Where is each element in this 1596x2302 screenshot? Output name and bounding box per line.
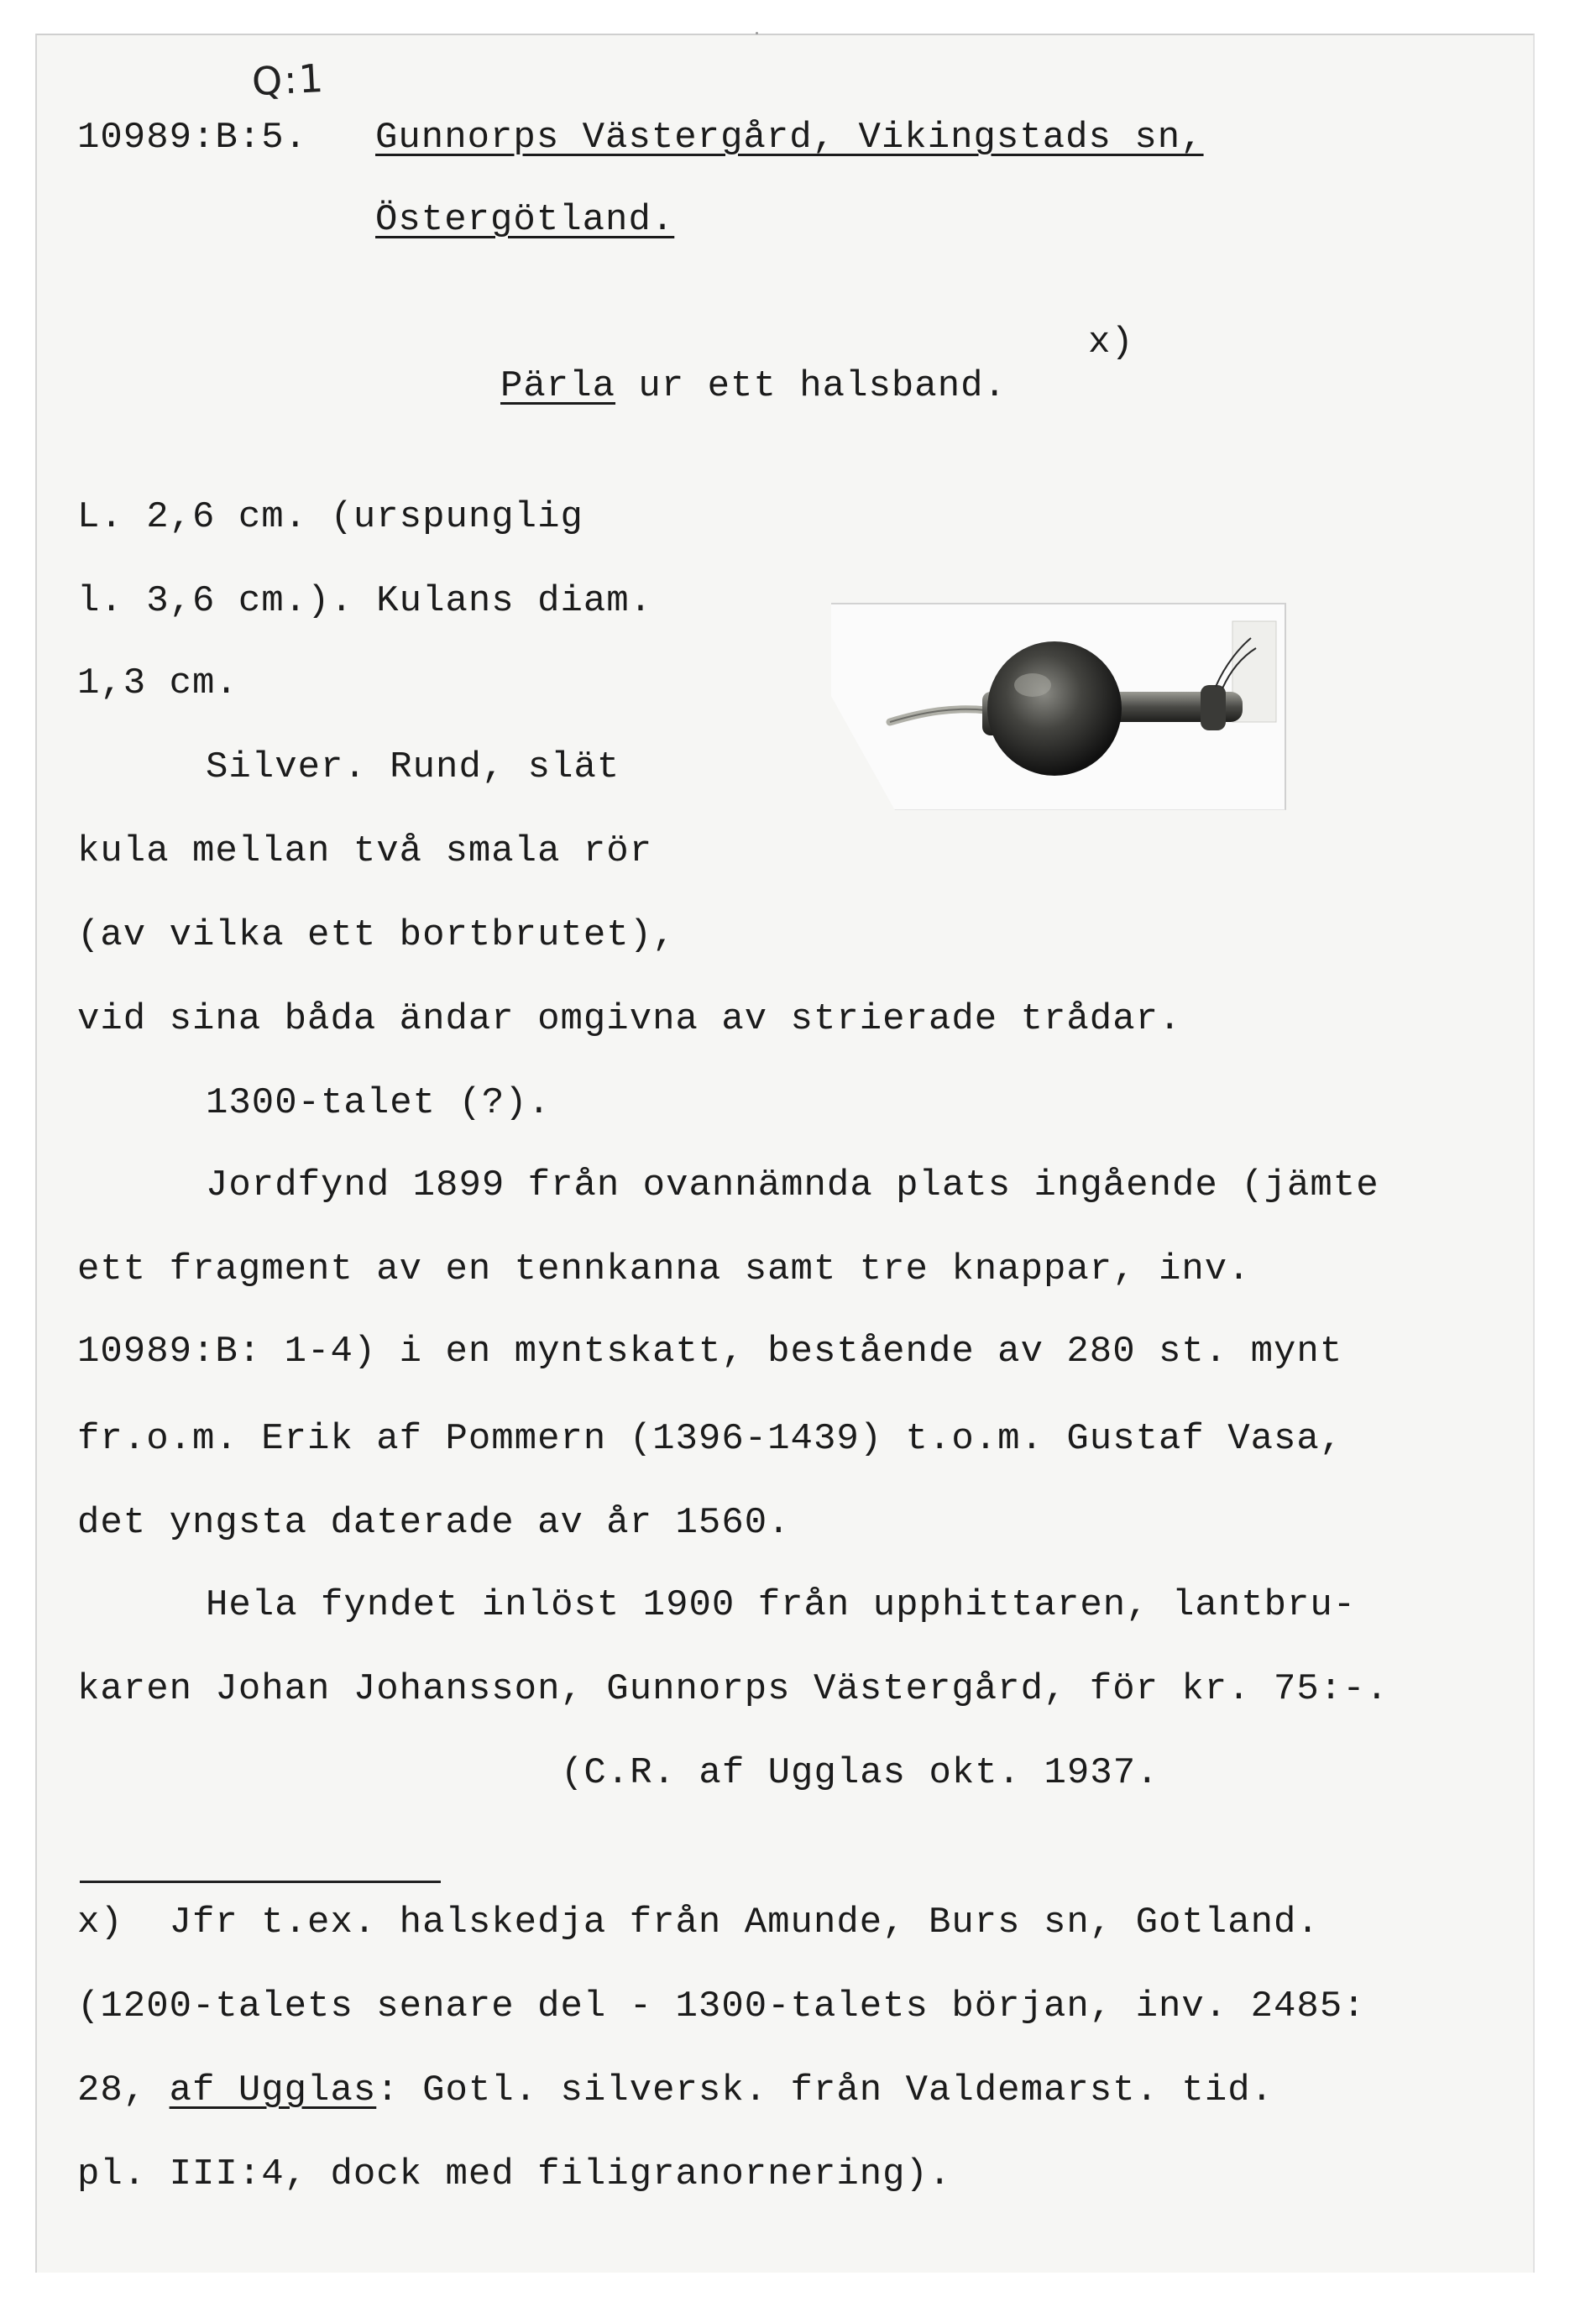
footnote-marker: x) [1088,322,1134,364]
object-title-word: Pärla [500,365,616,407]
description-line-12: fr.o.m. Erik af Pommern (1396-1439) t.o.m. Gustaf Vasa, [77,1418,1343,1460]
bead-photograph [831,603,1286,810]
description-line-5: kula mellan två smala rör [77,830,653,872]
description-line-9: Jordfynd 1899 från ovannämnda plats ingående (jämte [206,1164,1379,1206]
description-line-16: (C.R. af Ugglas okt. 1937. [561,1752,1159,1794]
bead-highlight [1014,673,1051,697]
paper-speck [756,32,758,34]
description-line-4: Silver. Rund, slät [206,746,620,788]
footnote-line-1: x) Jfr t.ex. halskedja från Amunde, Burs sn, Gotland. [77,1902,1320,1944]
description-line-13: det yngsta daterade av år 1560. [77,1502,791,1544]
description-line-2: l. 3,6 cm.). Kulans diam. [77,580,653,622]
object-title [500,363,1007,410]
footnote-divider [80,1881,441,1883]
inventory-number: 10989:B:5. [77,117,308,159]
footnote-line-4: pl. III:4, dock med filigranornering). [77,2153,952,2195]
description-line-7: vid sina båda ändar omgivna av strierade trådar. [77,998,1182,1040]
footnote-line-3-rest: : Gotl. silversk. från Valdemarst. tid. [376,2069,1274,2111]
footnote-line-2: (1200-talets senare del - 1300-talets början, inv. 2485: [77,1985,1366,2027]
description-line-3: 1,3 cm. [77,662,238,704]
description-line-14: Hela fyndet inlöst 1900 från upphittaren, lantbru- [206,1584,1357,1626]
description-line-6: (av vilka ett bortbrutet), [77,914,676,956]
footnote-line-3 [77,2067,1274,2114]
bead-illustration [831,604,1285,809]
location-line-2: Östergötland. [375,199,675,241]
description-line-8: 1300-talet (?). [206,1082,552,1124]
footnote-line-3-prefix: 28, [77,2069,170,2111]
bead-end-collar [1201,685,1226,730]
bead-ball [987,641,1122,776]
footnote-author: af Ugglas [169,2069,377,2111]
description-line-10: ett fragment av en tennkanna samt tre knappar, inv. [77,1248,1251,1290]
object-title-rest: ur ett halsband. [615,365,1007,407]
description-line-15: karen Johan Johansson, Gunnorps Västergård, för kr. 75:-. [77,1668,1389,1710]
description-line-11: 10989:B: 1-4) i en myntskatt, bestående av 280 st. mynt [77,1331,1343,1373]
location-line-1: Gunnorps Västergård, Vikingstads sn, [375,117,1204,159]
description-line-1: L. 2,6 cm. (urspunglig [77,496,583,538]
handwritten-mark: Q:1 [250,55,327,105]
